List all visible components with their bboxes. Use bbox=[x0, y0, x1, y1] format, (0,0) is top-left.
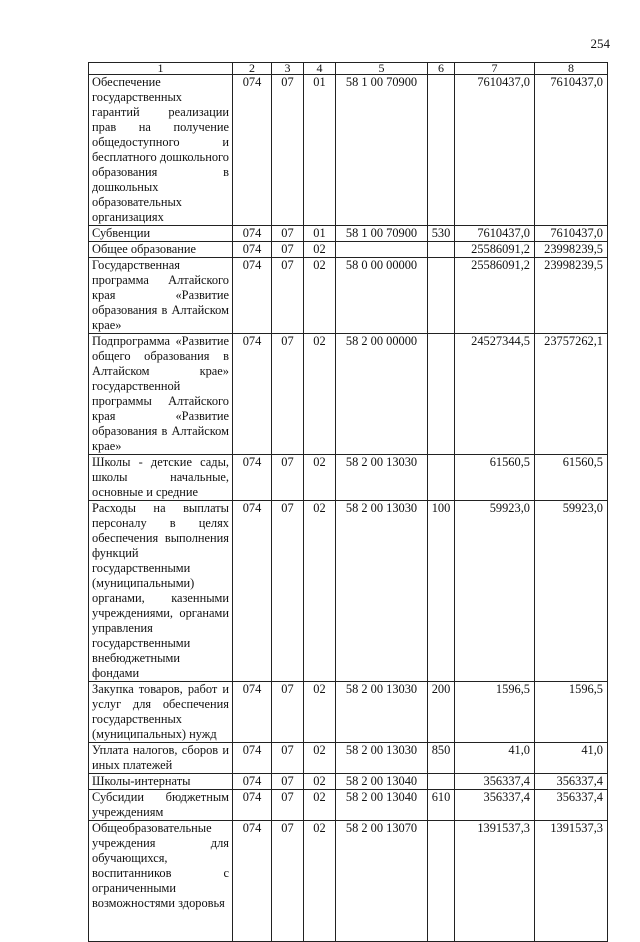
expense-type-cell bbox=[428, 334, 455, 455]
admin-code-cell: 074 bbox=[233, 743, 272, 774]
amount-year2-cell: 23998239,5 bbox=[535, 242, 608, 258]
subsection-code-cell: 02 bbox=[304, 821, 336, 942]
admin-code-cell: 074 bbox=[233, 682, 272, 743]
header-cell: 5 bbox=[336, 63, 428, 75]
subsection-code-cell: 02 bbox=[304, 258, 336, 334]
header-cell: 7 bbox=[455, 63, 535, 75]
amount-year1-cell: 25586091,2 bbox=[455, 242, 535, 258]
amount-year1-cell: 24527344,5 bbox=[455, 334, 535, 455]
amount-year1-cell: 356337,4 bbox=[455, 774, 535, 790]
admin-code-cell: 074 bbox=[233, 75, 272, 226]
header-cell: 6 bbox=[428, 63, 455, 75]
row-name-cell: Школы - детские сады, школы начальные, основные и средние bbox=[89, 455, 233, 501]
admin-code-cell: 074 bbox=[233, 226, 272, 242]
amount-year2-cell: 59923,0 bbox=[535, 501, 608, 682]
budget-table bbox=[88, 62, 608, 942]
target-code-cell: 58 2 00 13040 bbox=[336, 790, 428, 821]
amount-year1-cell: 7610437,0 bbox=[455, 226, 535, 242]
amount-year2-cell: 41,0 bbox=[535, 743, 608, 774]
amount-year2-cell: 1596,5 bbox=[535, 682, 608, 743]
amount-year1-cell: 1391537,3 bbox=[455, 821, 535, 942]
amount-year1-cell: 59923,0 bbox=[455, 501, 535, 682]
admin-code-cell: 074 bbox=[233, 258, 272, 334]
table-row bbox=[89, 821, 608, 942]
header-cell: 8 bbox=[535, 63, 608, 75]
expense-type-cell bbox=[428, 258, 455, 334]
expense-type-cell: 100 bbox=[428, 501, 455, 682]
header-cell: 2 bbox=[233, 63, 272, 75]
target-code-cell: 58 2 00 13030 bbox=[336, 455, 428, 501]
row-name-cell: Общее образование bbox=[89, 242, 233, 258]
header-cell: 3 bbox=[272, 63, 304, 75]
subsection-code-cell: 02 bbox=[304, 242, 336, 258]
row-name-cell: Расходы на выплаты персоналу в целях обеспечения выполнения функций государственными (муниципальными) органами, казенными учреждениями, органами управления государственными внебюджетными фондами bbox=[89, 501, 233, 682]
admin-code-cell: 074 bbox=[233, 455, 272, 501]
expense-type-cell: 200 bbox=[428, 682, 455, 743]
target-code-cell: 58 2 00 13030 bbox=[336, 682, 428, 743]
expense-type-cell: 610 bbox=[428, 790, 455, 821]
row-name-cell: Закупка товаров, работ и услуг для обеспечения государственных (муниципальных) нужд bbox=[89, 682, 233, 743]
target-code-cell: 58 2 00 00000 bbox=[336, 334, 428, 455]
target-code-cell: 58 2 00 13030 bbox=[336, 743, 428, 774]
section-code-cell: 07 bbox=[272, 334, 304, 455]
expense-type-cell: 850 bbox=[428, 743, 455, 774]
table-row bbox=[89, 682, 608, 743]
table-row bbox=[89, 743, 608, 774]
table-row bbox=[89, 455, 608, 501]
row-name-cell: Общеобразовательные учреждения для обучающихся, воспитанников с ограниченными возможностями здоровья bbox=[89, 821, 233, 942]
target-code-cell bbox=[336, 242, 428, 258]
subsection-code-cell: 02 bbox=[304, 743, 336, 774]
amount-year1-cell: 41,0 bbox=[455, 743, 535, 774]
section-code-cell: 07 bbox=[272, 226, 304, 242]
expense-type-cell: 530 bbox=[428, 226, 455, 242]
amount-year2-cell: 7610437,0 bbox=[535, 75, 608, 226]
section-code-cell: 07 bbox=[272, 258, 304, 334]
amount-year2-cell: 23998239,5 bbox=[535, 258, 608, 334]
row-name-cell: Подпрограмма «Развитие общего образования в Алтайском крае» государственной программы Алтайского края «Развитие образования в Алтайском крае» bbox=[89, 334, 233, 455]
table-row bbox=[89, 226, 608, 242]
row-name-cell: Субсидии бюджетным учреждениям bbox=[89, 790, 233, 821]
row-name-cell: Уплата налогов, сборов и иных платежей bbox=[89, 743, 233, 774]
header-cell: 1 bbox=[89, 63, 233, 75]
target-code-cell: 58 1 00 70900 bbox=[336, 226, 428, 242]
admin-code-cell: 074 bbox=[233, 242, 272, 258]
expense-type-cell bbox=[428, 774, 455, 790]
section-code-cell: 07 bbox=[272, 790, 304, 821]
amount-year2-cell: 356337,4 bbox=[535, 790, 608, 821]
section-code-cell: 07 bbox=[272, 455, 304, 501]
page-number: 254 bbox=[590, 36, 610, 51]
target-code-cell: 58 1 00 70900 bbox=[336, 75, 428, 226]
amount-year2-cell: 61560,5 bbox=[535, 455, 608, 501]
target-code-cell: 58 0 00 00000 bbox=[336, 258, 428, 334]
table-header-row bbox=[89, 63, 608, 75]
section-code-cell: 07 bbox=[272, 501, 304, 682]
row-name-cell: Школы-интернаты bbox=[89, 774, 233, 790]
subsection-code-cell: 02 bbox=[304, 774, 336, 790]
section-code-cell: 07 bbox=[272, 821, 304, 942]
expense-type-cell bbox=[428, 455, 455, 501]
expense-type-cell bbox=[428, 75, 455, 226]
subsection-code-cell: 02 bbox=[304, 501, 336, 682]
table-row bbox=[89, 501, 608, 682]
target-code-cell: 58 2 00 13040 bbox=[336, 774, 428, 790]
table-row bbox=[89, 75, 608, 226]
section-code-cell: 07 bbox=[272, 682, 304, 743]
subsection-code-cell: 02 bbox=[304, 334, 336, 455]
amount-year1-cell: 1596,5 bbox=[455, 682, 535, 743]
section-code-cell: 07 bbox=[272, 242, 304, 258]
table-row bbox=[89, 334, 608, 455]
admin-code-cell: 074 bbox=[233, 501, 272, 682]
amount-year2-cell: 7610437,0 bbox=[535, 226, 608, 242]
table-row bbox=[89, 242, 608, 258]
subsection-code-cell: 02 bbox=[304, 682, 336, 743]
subsection-code-cell: 01 bbox=[304, 75, 336, 226]
target-code-cell: 58 2 00 13070 bbox=[336, 821, 428, 942]
target-code-cell: 58 2 00 13030 bbox=[336, 501, 428, 682]
row-name-cell: Государственная программа Алтайского края «Развитие образования в Алтайском крае» bbox=[89, 258, 233, 334]
admin-code-cell: 074 bbox=[233, 774, 272, 790]
section-code-cell: 07 bbox=[272, 743, 304, 774]
row-name-cell: Обеспечение государственных гарантий реализации прав на получение общедоступного и бесплатного дошкольного образования в дошкольных образовательных организациях bbox=[89, 75, 233, 226]
expense-type-cell bbox=[428, 242, 455, 258]
expense-type-cell bbox=[428, 821, 455, 942]
admin-code-cell: 074 bbox=[233, 821, 272, 942]
subsection-code-cell: 02 bbox=[304, 790, 336, 821]
admin-code-cell: 074 bbox=[233, 790, 272, 821]
section-code-cell: 07 bbox=[272, 75, 304, 226]
amount-year1-cell: 7610437,0 bbox=[455, 75, 535, 226]
amount-year1-cell: 25586091,2 bbox=[455, 258, 535, 334]
amount-year1-cell: 61560,5 bbox=[455, 455, 535, 501]
subsection-code-cell: 01 bbox=[304, 226, 336, 242]
amount-year1-cell: 356337,4 bbox=[455, 790, 535, 821]
amount-year2-cell: 1391537,3 bbox=[535, 821, 608, 942]
row-name-cell: Субвенции bbox=[89, 226, 233, 242]
table-row bbox=[89, 790, 608, 821]
amount-year2-cell: 23757262,1 bbox=[535, 334, 608, 455]
section-code-cell: 07 bbox=[272, 774, 304, 790]
table-row bbox=[89, 774, 608, 790]
admin-code-cell: 074 bbox=[233, 334, 272, 455]
header-cell: 4 bbox=[304, 63, 336, 75]
amount-year2-cell: 356337,4 bbox=[535, 774, 608, 790]
table-row bbox=[89, 258, 608, 334]
subsection-code-cell: 02 bbox=[304, 455, 336, 501]
